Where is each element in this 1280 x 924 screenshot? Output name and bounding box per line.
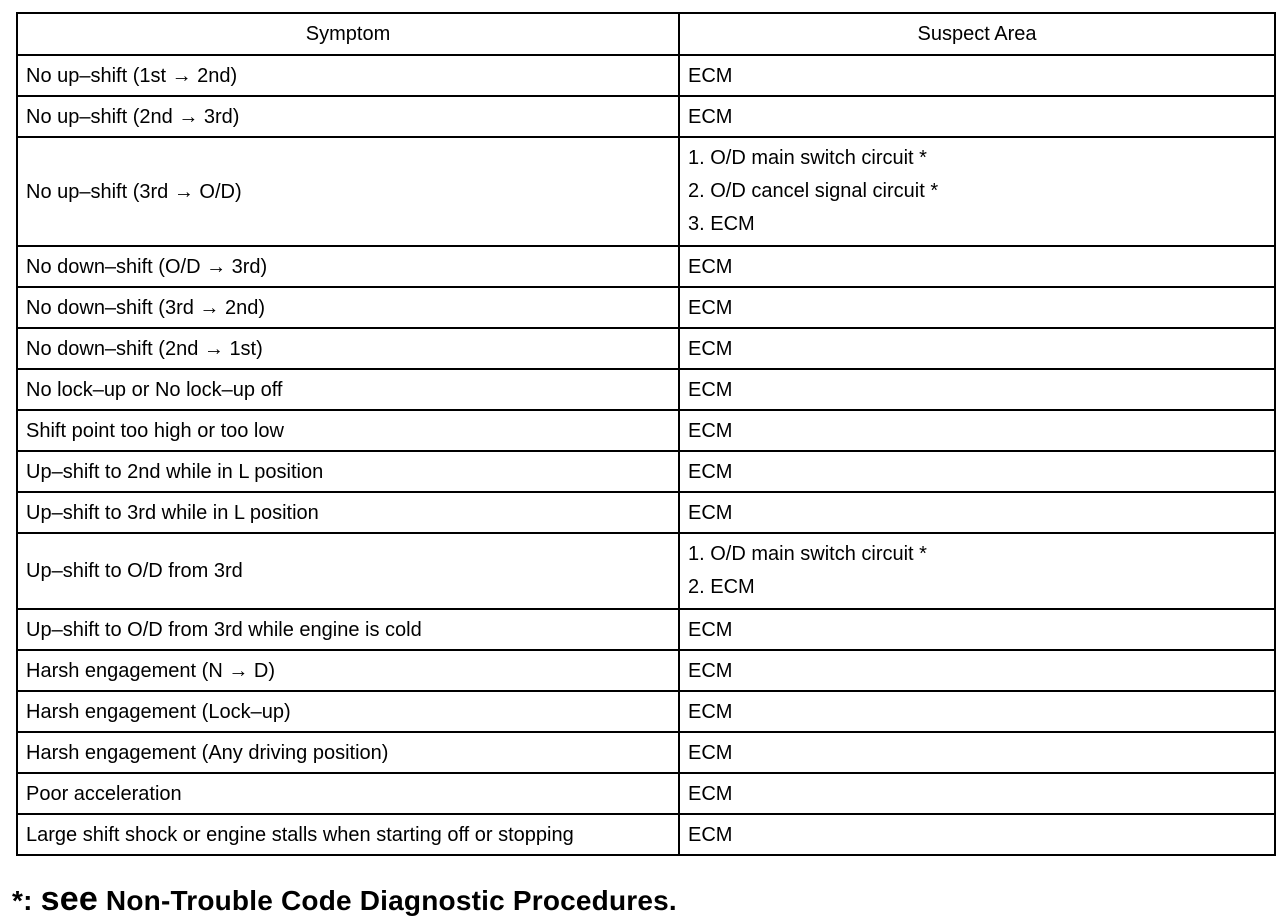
- diagnostic-sheet: [16, 12, 1274, 856]
- table-body: [17, 55, 1275, 855]
- header-symptom: Symptom: [17, 13, 679, 55]
- suspect-area-cell: ECM: [679, 492, 1275, 533]
- suspect-area-item: 1. O/D main switch circuit *: [688, 147, 927, 169]
- table-row: [17, 492, 1275, 533]
- symptom-cell: Shift point too high or too low: [17, 410, 679, 451]
- suspect-area-cell: ECM: [679, 410, 1275, 451]
- symptom-cell: Up–shift to O/D from 3rd while engine is cold: [17, 609, 679, 650]
- table-row: [17, 773, 1275, 814]
- symptom-cell: Harsh engagement (Any driving position): [17, 732, 679, 773]
- table-row: [17, 814, 1275, 855]
- suspect-area-cell: ECM: [679, 732, 1275, 773]
- table-row: [17, 137, 1275, 246]
- symptom-table: [16, 12, 1276, 856]
- footnote-marker: *:: [12, 885, 33, 916]
- table-row: [17, 732, 1275, 773]
- table-row: [17, 410, 1275, 451]
- suspect-area-cell: ECM: [679, 773, 1275, 814]
- symptom-cell: Up–shift to O/D from 3rd: [17, 533, 679, 609]
- footnote-text: Non-Trouble Code Diagnostic Procedures.: [105, 885, 677, 916]
- symptom-cell: No down–shift (3rd → 2nd): [17, 287, 679, 328]
- table-header-row: [17, 13, 1275, 55]
- symptom-cell: No up–shift (3rd → O/D): [17, 137, 679, 246]
- suspect-area-cell: ECM: [679, 650, 1275, 691]
- suspect-area-cell: ECM: [679, 96, 1275, 137]
- symptom-cell: Up–shift to 3rd while in L position: [17, 492, 679, 533]
- table-row: [17, 328, 1275, 369]
- suspect-area-cell: [679, 137, 1275, 246]
- suspect-area-item: 2. O/D cancel signal circuit *: [688, 180, 939, 202]
- suspect-area-cell: ECM: [679, 814, 1275, 855]
- table-row: [17, 246, 1275, 287]
- suspect-area-cell: ECM: [679, 287, 1275, 328]
- footnote: [12, 880, 677, 919]
- symptom-cell: Poor acceleration: [17, 773, 679, 814]
- suspect-area-cell: [679, 533, 1275, 609]
- table-row: [17, 533, 1275, 609]
- symptom-cell: No down–shift (O/D → 3rd): [17, 246, 679, 287]
- table-row: [17, 451, 1275, 492]
- suspect-area-cell: ECM: [679, 451, 1275, 492]
- suspect-area-item: 2. ECM: [688, 576, 755, 598]
- header-suspect-area: Suspect Area: [679, 13, 1275, 55]
- table-row: [17, 609, 1275, 650]
- footnote-see: see: [40, 880, 98, 918]
- suspect-area-cell: ECM: [679, 609, 1275, 650]
- symptom-cell: Up–shift to 2nd while in L position: [17, 451, 679, 492]
- suspect-area-item: 3. ECM: [688, 213, 755, 235]
- suspect-area-cell: ECM: [679, 691, 1275, 732]
- symptom-cell: Harsh engagement (Lock–up): [17, 691, 679, 732]
- table-row: [17, 369, 1275, 410]
- symptom-cell: No down–shift (2nd → 1st): [17, 328, 679, 369]
- table-row: [17, 96, 1275, 137]
- table-row: [17, 650, 1275, 691]
- suspect-area-cell: ECM: [679, 328, 1275, 369]
- suspect-area-cell: ECM: [679, 369, 1275, 410]
- symptom-cell: Large shift shock or engine stalls when starting off or stopping: [17, 814, 679, 855]
- table-row: [17, 287, 1275, 328]
- symptom-cell: No up–shift (2nd → 3rd): [17, 96, 679, 137]
- suspect-area-cell: ECM: [679, 246, 1275, 287]
- symptom-cell: No up–shift (1st → 2nd): [17, 55, 679, 96]
- suspect-area-cell: ECM: [679, 55, 1275, 96]
- table-row: [17, 55, 1275, 96]
- table-row: [17, 691, 1275, 732]
- symptom-cell: Harsh engagement (N → D): [17, 650, 679, 691]
- suspect-area-item: 1. O/D main switch circuit *: [688, 543, 927, 565]
- symptom-cell: No lock–up or No lock–up off: [17, 369, 679, 410]
